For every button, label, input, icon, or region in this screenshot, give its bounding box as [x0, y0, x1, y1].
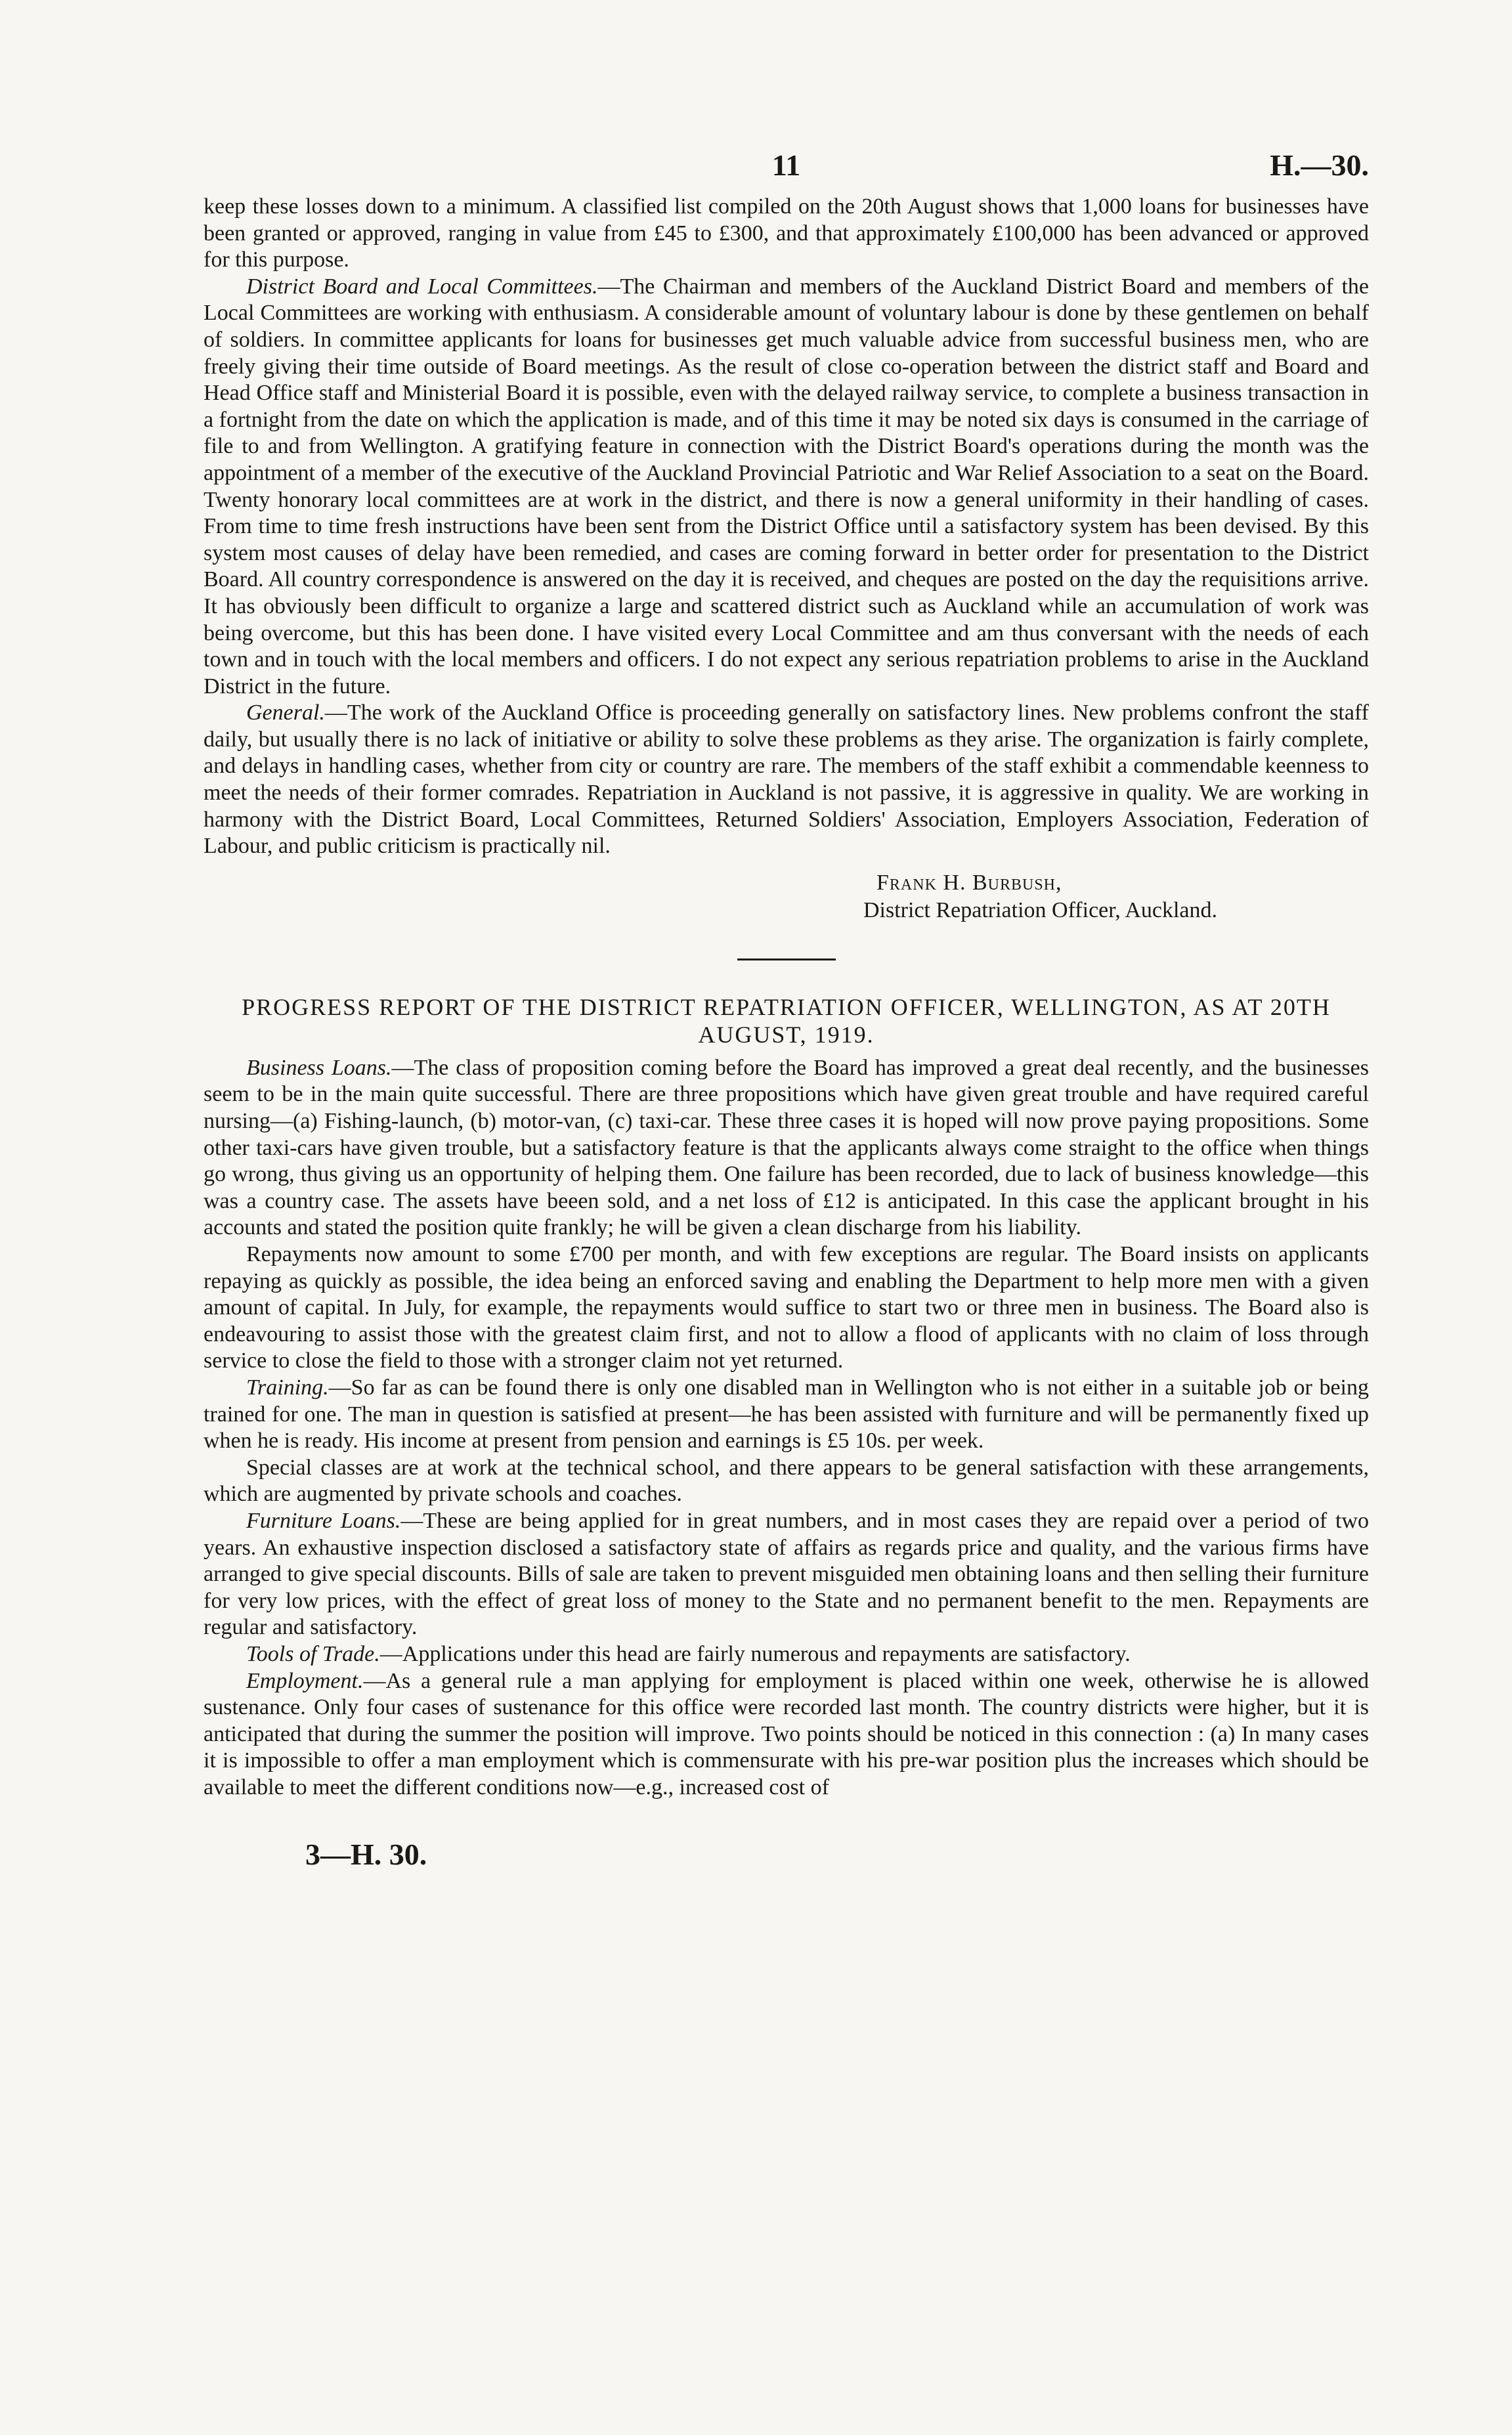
section-divider: [737, 959, 836, 960]
signatory-title: District Repatriation Officer, Auckland.: [863, 897, 1218, 922]
training-paragraph: [204, 1375, 1369, 1455]
furniture-loans-text: —These are being applied for in great numbers, and in most cases they are repaid over a period of two years. An exhaustive inspection disclosed a satisfactory state of affairs as regards price and quality, and the various firms have arranged to give special discounts. Bills of sale are taken to prevent misguided men obtaining loans and then selling their furniture for very low prices, with the effect of great loss of money to the State and no permanent benefit to the men. Repayments are regular and satisfactory.: [204, 1508, 1369, 1640]
district-board-text: —The Chairman and members of the Auckland District Board and members of the Local Committees are working with enthusiasm. A considerable amount of voluntary labour is done by these gentlemen on behalf of soldiers. In committee applicants for loans for businesses get much valuable advice from successful business men, who are freely giving their time outside of Board meetings. As the result of close co-operation between the district staff and Board and Head Office staff and Ministerial Board it is possible, even with the delayed railway service, to complete a business transaction in a fortnight from the date on which the application is made, and of this time it may be noted six days is consumed in the carriage of file to and from Wellington. A gratifying feature in connection with the District Board's operations during the month was the appointment of a member of the executive of the Auckland Provincial Patriotic and War Relief Association to a seat on the Board. Twenty honorary local committees are at work in the district, and there is now a general uniformity in their handling of cases. From time to time fresh instructions have been sent from the District Office until a satisfactory system has been devised. By this system most causes of delay have been remedied, and cases are coming forward in better order for presentation to the District Board. All country correspondence is answered on the day it is received, and cheques are posted on the day the requisitions arrive. It has obviously been difficult to organize a large and scattered district such as Auckland while an accumulation of work was being overcome, but this has been done. I have visited every Local Committee and am thus conversant with the needs of each town and in touch with the local members and officers. I do not expect any serious repatriation problems to arise in the Auckland District in the future.: [204, 274, 1369, 699]
auckland-opening-paragraph: keep these losses down to a minimum. A classified list compiled on the 20th August shows that 1,000 loans for businesses have been granted or approved, ranging in value from £45 to £300, and that approximately £100,000 has been advanced or approved for this purpose.: [204, 194, 1369, 272]
business-loans-heading: Business Loans.: [246, 1055, 392, 1080]
signatory-name: Frank H. Burbush,: [876, 870, 1062, 895]
repayments-paragraph: Repayments now amount to some £700 per month, and with few exceptions are regular. The Board insists on applicants repaying as quickly as possible, the idea being an enforced saving and enabling the Department to help more men with a given amount of capital. In July, for example, the repayments would suffice to start two or three men in business. The Board also is endeavouring to assist those with the greatest claim first, and not to allow a flood of applicants with no claim of loss through service to close the field to those with a stronger claim not yet returned.: [204, 1242, 1369, 1373]
auckland-signature-block: [204, 869, 1369, 924]
furniture-loans-paragraph: [204, 1508, 1369, 1641]
employment-heading: Employment.: [246, 1668, 364, 1693]
tools-of-trade-text: —Applications under this head are fairly numerous and repayments are satisfactory.: [379, 1641, 1131, 1666]
general-text: —The work of the Auckland Office is proceeding generally on satisfactory lines. New problems confront the staff daily, but usually there is no lack of initiative or ability to solve these problems as they arise. The organization is fairly complete, and delays in handling cases, whether from city or country are rare. The members of the staff exhibit a commendable keenness to meet the needs of their former comrades. Repatriation in Auckland is not passive, it is aggressive in quality. We are working in harmony with the District Board, Local Committees, Returned Soldiers' Association, Employers Association, Federation of Labour, and public criticism is practically nil.: [204, 700, 1369, 859]
general-paragraph: [204, 700, 1369, 860]
furniture-loans-heading: Furniture Loans.: [246, 1508, 401, 1533]
wellington-report-title: PROGRESS REPORT OF THE DISTRICT REPATRIATION OFFICER, WELLINGTON, AS AT 20TH AUGUST, 1919.: [242, 993, 1331, 1048]
training-text: —So far as can be found there is only one disabled man in Wellington who is not either in a suitable job or being trained for one. The man in question is satisfied at present—he has been assisted with furniture and will be permanently fixed up when he is ready. His income at present from pension and earnings is £5 10s. per week.: [204, 1375, 1369, 1454]
general-heading: General.: [246, 700, 325, 725]
special-classes-paragraph: Special classes are at work at the technical school, and there appears to be general satisfaction with these arrangements, which are augmented by private schools and coaches.: [204, 1455, 1369, 1507]
document-page: [204, 148, 1369, 1872]
page-header: [204, 148, 1369, 194]
business-loans-text: —The class of proposition coming before the Board has improved a great deal recently, and the businesses seem to be in the main quite successful. There are three propositions which have given great trouble and have required careful nursing—(a) Fishing-launch, (b) motor-van, (c) taxi-car. These three cases it is hoped will now prove paying propositions. Some other taxi-cars have given trouble, but a satisfactory feature is that the applicants always come straight to the office when things go wrong, thus giving us an opportunity of helping them. One failure has been recorded, due to lack of business knowledge—this was a country case. The assets have beeen sold, and a net loss of £12 is anticipated. In this case the applicant brought in his accounts and stated the position quite frankly; he will be given a clean discharge from his liability.: [204, 1055, 1369, 1240]
employment-paragraph: [204, 1668, 1369, 1801]
business-loans-paragraph: [204, 1055, 1369, 1241]
tools-of-trade-paragraph: [204, 1641, 1369, 1668]
employment-text: —As a general rule a man applying for employment is placed within one week, otherwise he is allowed sustenance. Only four cases of sustenance for this office were recorded last month. The country districts were higher, but it is anticipated that during the summer the position will improve. Two points should be noticed in this connection : (a) In many cases it is impossible to offer a man employment which is commensurate with his pre-war position plus the increases which should be available to meet the different conditions now—e.g., increased cost of: [204, 1668, 1369, 1799]
page-number: 11: [771, 148, 801, 182]
district-board-heading: District Board and Local Committees.: [246, 274, 598, 299]
signature-mark: 3—H. 30.: [305, 1838, 427, 1872]
tools-of-trade-heading: Tools of Trade.: [246, 1641, 380, 1666]
training-heading: Training.: [246, 1375, 329, 1400]
document-code: H.—30.: [1270, 148, 1369, 182]
district-board-paragraph: [204, 274, 1369, 700]
